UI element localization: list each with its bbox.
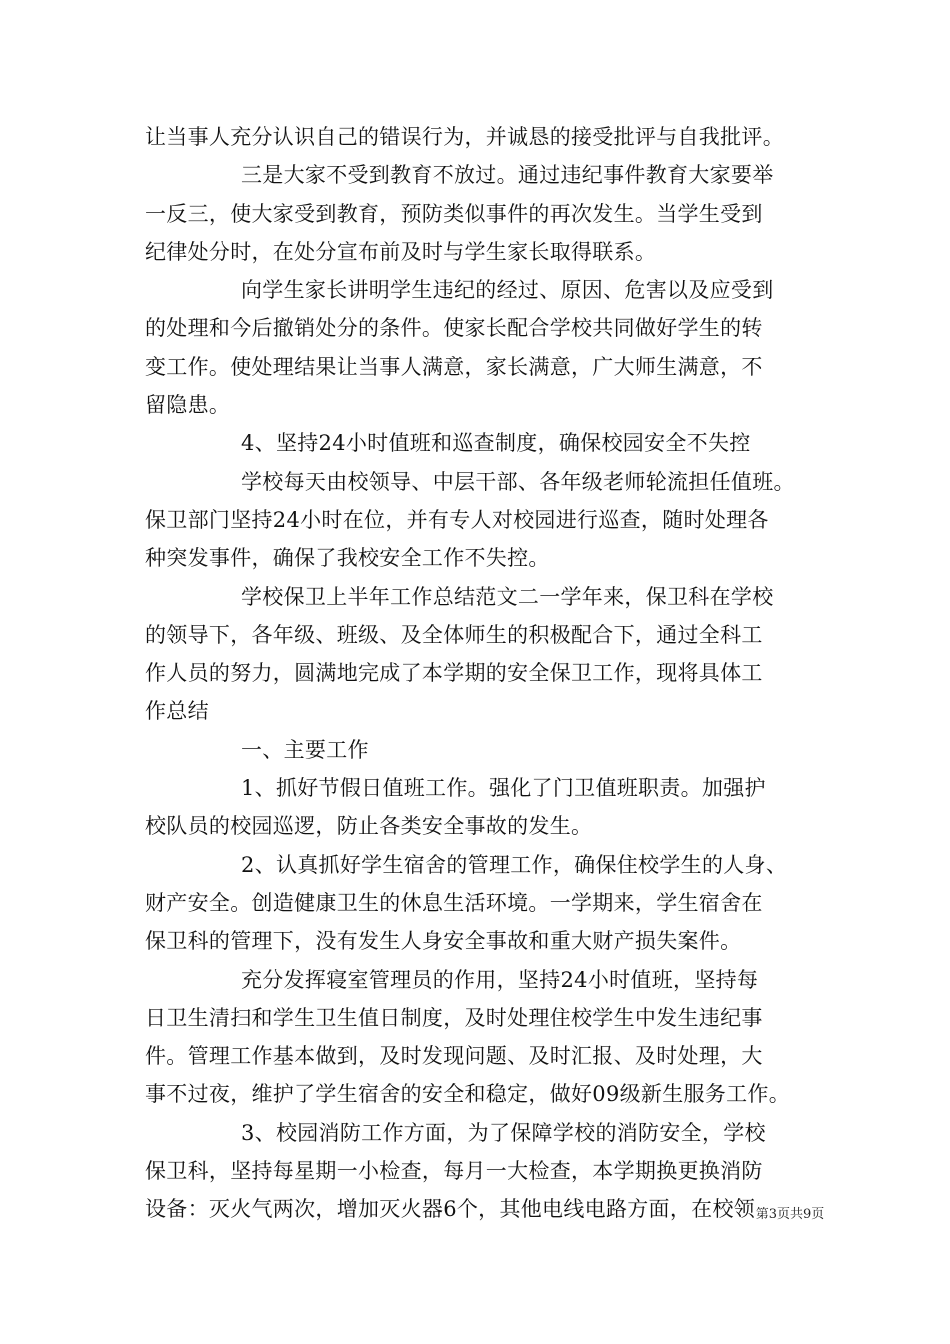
text-line: 的领导下，各年级、班级、及全体师生的积极配合下，通过全科工 — [145, 622, 763, 647]
text-line: 4、坚持24小时值班和巡查制度，确保校园安全不失控 — [241, 431, 751, 456]
text-line: 三是大家不受到教育不放过。通过违纪事件教育大家要举 — [241, 163, 774, 188]
body-text — [145, 118, 815, 1229]
text-line: 学校保卫上半年工作总结范文二一学年来，保卫科在学校 — [241, 584, 774, 609]
text-line: 事不过夜，维护了学生宿舍的安全和稳定，做好09级新生服务工作。 — [145, 1082, 791, 1107]
text-line: 种突发事件，确保了我校安全工作不失控。 — [145, 546, 550, 571]
text-line: 日卫生清扫和学生卫生值日制度，及时处理住校学生中发生违纪事 — [145, 1005, 763, 1030]
text-line: 留隐患。 — [145, 393, 231, 418]
text-line: 2、认真抓好学生宿舍的管理工作，确保住校学生的人身、 — [241, 852, 788, 877]
text-line: 财产安全。创造健康卫生的休息生活环境。一学期来，学生宿舍在 — [145, 890, 763, 915]
text-line: 保卫部门坚持24小时在位，并有专人对校园进行巡查，随时处理各 — [145, 507, 769, 532]
text-line: 3、校园消防工作方面，为了保障学校的消防安全，学校 — [241, 1120, 766, 1145]
text-line: 作人员的努力，圆满地完成了本学期的安全保卫工作，现将具体工 — [145, 661, 763, 686]
text-line: 设备：灭火气两次，增加灭火器6个，其他电线电路方面，在校领 — [145, 1197, 756, 1222]
text-line: 校队员的校园巡逻，防止各类安全事故的发生。 — [145, 814, 593, 839]
text-line: 保卫科的管理下，没有发生人身安全事故和重大财产损失案件。 — [145, 929, 742, 954]
text-line: 向学生家长讲明学生违纪的经过、原因、危害以及应受到 — [241, 278, 774, 303]
text-line: 让当事人充分认识自己的错误行为，并诚恳的接受批评与自我批评。 — [145, 125, 784, 149]
text-line: 纪律处分时，在处分宣布前及时与学生家长取得联系。 — [145, 239, 657, 264]
text-line: 1、抓好节假日值班工作。强化了门卫值班职责。加强护 — [241, 776, 766, 801]
text-line: 保卫科，坚持每星期一小检查，每月一大检查，本学期换更换消防 — [145, 1159, 763, 1184]
text-line: 一反三，使大家受到教育，预防类似事件的再次发生。当学生受到 — [145, 201, 763, 226]
text-line: 充分发挥寝室管理员的作用，坚持24小时值班，坚持每 — [241, 967, 759, 992]
text-line: 的处理和今后撤销处分的条件。使家长配合学校共同做好学生的转 — [145, 316, 763, 341]
text-line: 学校每天由校领导、中层干部、各年级老师轮流担任值班。 — [241, 469, 795, 494]
text-line: 作总结 — [145, 699, 209, 724]
page-number-footer: 第3页共9页 — [755, 1207, 825, 1222]
text-line: 一、主要工作 — [241, 737, 369, 762]
text-line: 变工作。使处理结果让当事人满意，家长满意，广大师生满意，不 — [145, 354, 763, 379]
text-line: 件。管理工作基本做到，及时发现问题、及时汇报、及时处理，大 — [145, 1044, 763, 1069]
